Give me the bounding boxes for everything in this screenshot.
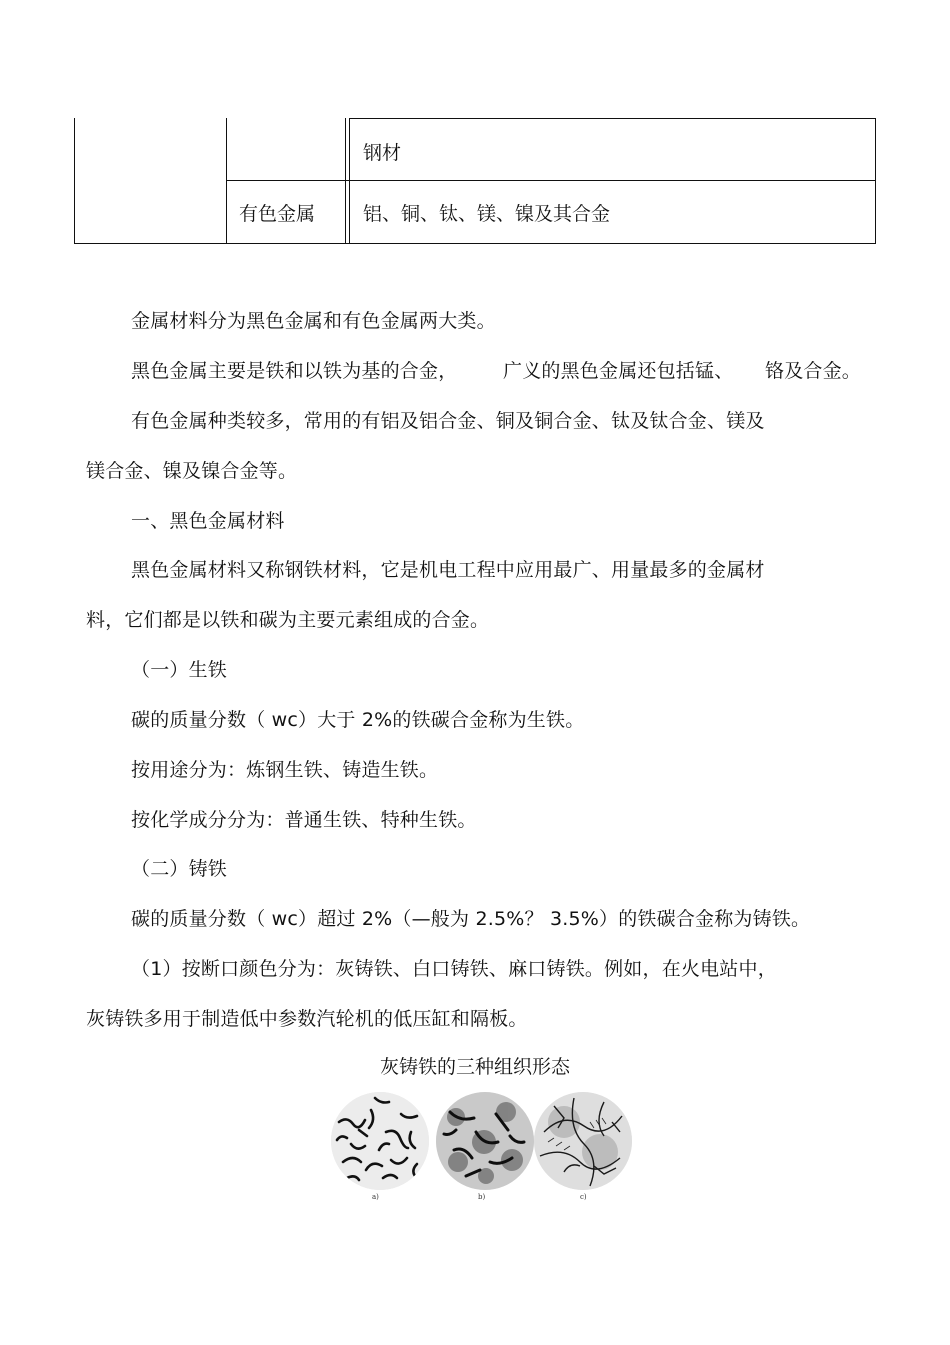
table-cell-steel: 钢材 <box>363 142 402 164</box>
paragraph: 广义的黑色金属还包括锰、 <box>503 360 734 382</box>
table-border-bottom <box>74 243 876 244</box>
paragraph: 碳的质量分数（ wc）大于 2%的铁碳合金称为生铁。 <box>131 709 585 731</box>
paragraph: 按化学成分分为：普通生铁、特种生铁。 <box>131 809 477 831</box>
paragraph: 按用途分为：炼钢生铁、铸造生铁。 <box>131 759 439 781</box>
paragraph: 黑色金属材料又称钢铁材料，它是机电工程中应用最广、用量最多的金属材 <box>131 559 765 581</box>
table-border-col2a <box>345 118 346 244</box>
section-heading: 一、黑色金属材料 <box>131 510 285 532</box>
microstructure-figure <box>328 1092 628 1204</box>
paragraph: （1）按断口颜色分为：灰铸铁、白口铸铁、麻口铸铁。例如，在火电站中， <box>131 958 777 980</box>
subsection-heading: （一）生铁 <box>131 659 228 681</box>
paragraph: 料，它们都是以铁和碳为主要元素组成的合金。 <box>86 609 490 631</box>
paragraph: 镁合金、镍及镍合金等。 <box>86 460 298 482</box>
micrograph-b <box>436 1092 534 1190</box>
micrograph-label-b: b) <box>478 1193 486 1201</box>
table-cell-nonferrous-list: 铝、铜、钛、镁、镍及其合金 <box>363 203 611 225</box>
metal-classification-table <box>74 118 876 244</box>
table-border-top <box>349 118 876 119</box>
paragraph: 金属材料分为黑色金属和有色金属两大类。 <box>131 310 496 332</box>
micrograph-a <box>331 1092 429 1190</box>
micrograph-label-c: c) <box>580 1193 587 1201</box>
table-border-col2b <box>349 118 350 244</box>
subsection-heading: （二）铸铁 <box>131 858 228 880</box>
table-row-divider <box>226 180 876 181</box>
table-border-col1 <box>226 118 227 244</box>
table-cell-nonferrous: 有色金属 <box>239 203 316 225</box>
paragraph: 灰铸铁多用于制造低中参数汽轮机的低压缸和隔板。 <box>86 1008 528 1030</box>
paragraph: 黑色金属主要是铁和以铁为基的合金， <box>131 360 458 382</box>
paragraph: 碳的质量分数（ wc）超过 2%（—般为 2.5%？ 3.5%）的铁碳合金称为铸铁。 <box>131 908 811 930</box>
micrograph-label-a: a) <box>372 1193 379 1201</box>
paragraph: 有色金属种类较多，常用的有铝及铝合金、铜及铜合金、钛及钛合金、镁及 <box>131 410 765 432</box>
micrograph-c <box>534 1092 632 1190</box>
table-border-right <box>875 118 876 244</box>
table-border-left <box>74 118 75 244</box>
figure-caption: 灰铸铁的三种组织形态 <box>379 1056 570 1078</box>
paragraph: 铬及合金。 <box>765 360 862 382</box>
